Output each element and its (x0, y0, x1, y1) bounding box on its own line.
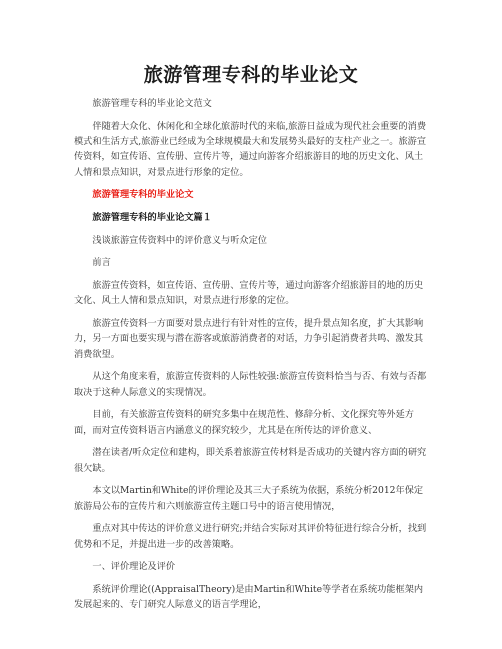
body-paragraph: 伴随着大众化、休闲化和全球化旅游时代的来临,旅游日益成为现代社会重要的消费模式和生活方式,旅游业已经成为全球规模最大和发展势头最好的支柱产业之一。旅游宣传资料，如宣传语、宣传册、宣传片等，通过向游客介绍旅游目的地的历史文化、风土人情和景点知识，对景点进行形象的定位。 (74, 120, 427, 178)
section-heading: 旅游管理专科的毕业论文篇１ (92, 212, 212, 223)
body-paragraph: 前言 (92, 257, 111, 269)
body-paragraph: 一、评价理论及评价 (92, 561, 176, 573)
body-paragraph: 旅游宣传资料一方面要对景点进行有针对性的宣传，提升景点知名度，扩大其影响力，另一方面也要实现与潜在游客或旅游消费者的对话，力争引起消费者共鸣、激发其消费欲望。 (74, 317, 424, 360)
document-body (74, 96, 430, 620)
document-title: 旅游管理专科的毕业论文 (143, 64, 359, 86)
section-heading: 旅游管理专科的毕业论文 (92, 189, 194, 201)
body-paragraph: 本文以Martin和White的评价理论及其三大子系统为依据，系统分析2012年保定旅游局公布的宣传片和六则旅游宣传主题口号中的语言使用情况， (74, 485, 424, 512)
body-paragraph: 从这个角度来看，旅游宣传资料的人际性较强:旅游宣传资料恰当与否、有效与否都取决于这种人际意义的实现情况。 (74, 371, 427, 398)
body-paragraph: 重点对其中传达的评价意义进行研究;并结合实际对其评价特征进行综合分析，找到优势和不足，并提出进一步的改善策略。 (74, 523, 427, 550)
body-paragraph: 潜在读者/听众定位和建构，即关系着旅游宣传材料是否成功的关键内容方面的研究很欠缺。 (74, 447, 427, 474)
body-paragraph: 旅游管理专科的毕业论文范文 (92, 98, 212, 109)
body-paragraph: 目前，有关旅游宣传资料的研究多集中在规范性、修辞分析、文化探究等外延方面，而对宣传资料语言内涵意义的探究较少，尤其是在所传达的评价意义、 (74, 409, 414, 436)
body-paragraph: 旅游宣传资料，如宣传语、宣传册、宣传片等，通过向游客介绍旅游目的地的历史文化、风土人情和景点知识，对景点进行形象的定位。 (74, 279, 424, 307)
body-paragraph: 浅谈旅游宣传资料中的评价意义与听众定位 (92, 234, 267, 246)
body-paragraph: 系统评价理论((AppraisalTheory)是由Martin和White等学者在系统功能框架内发展起来的、专门研究人际意义的语言学理论， (74, 583, 424, 611)
